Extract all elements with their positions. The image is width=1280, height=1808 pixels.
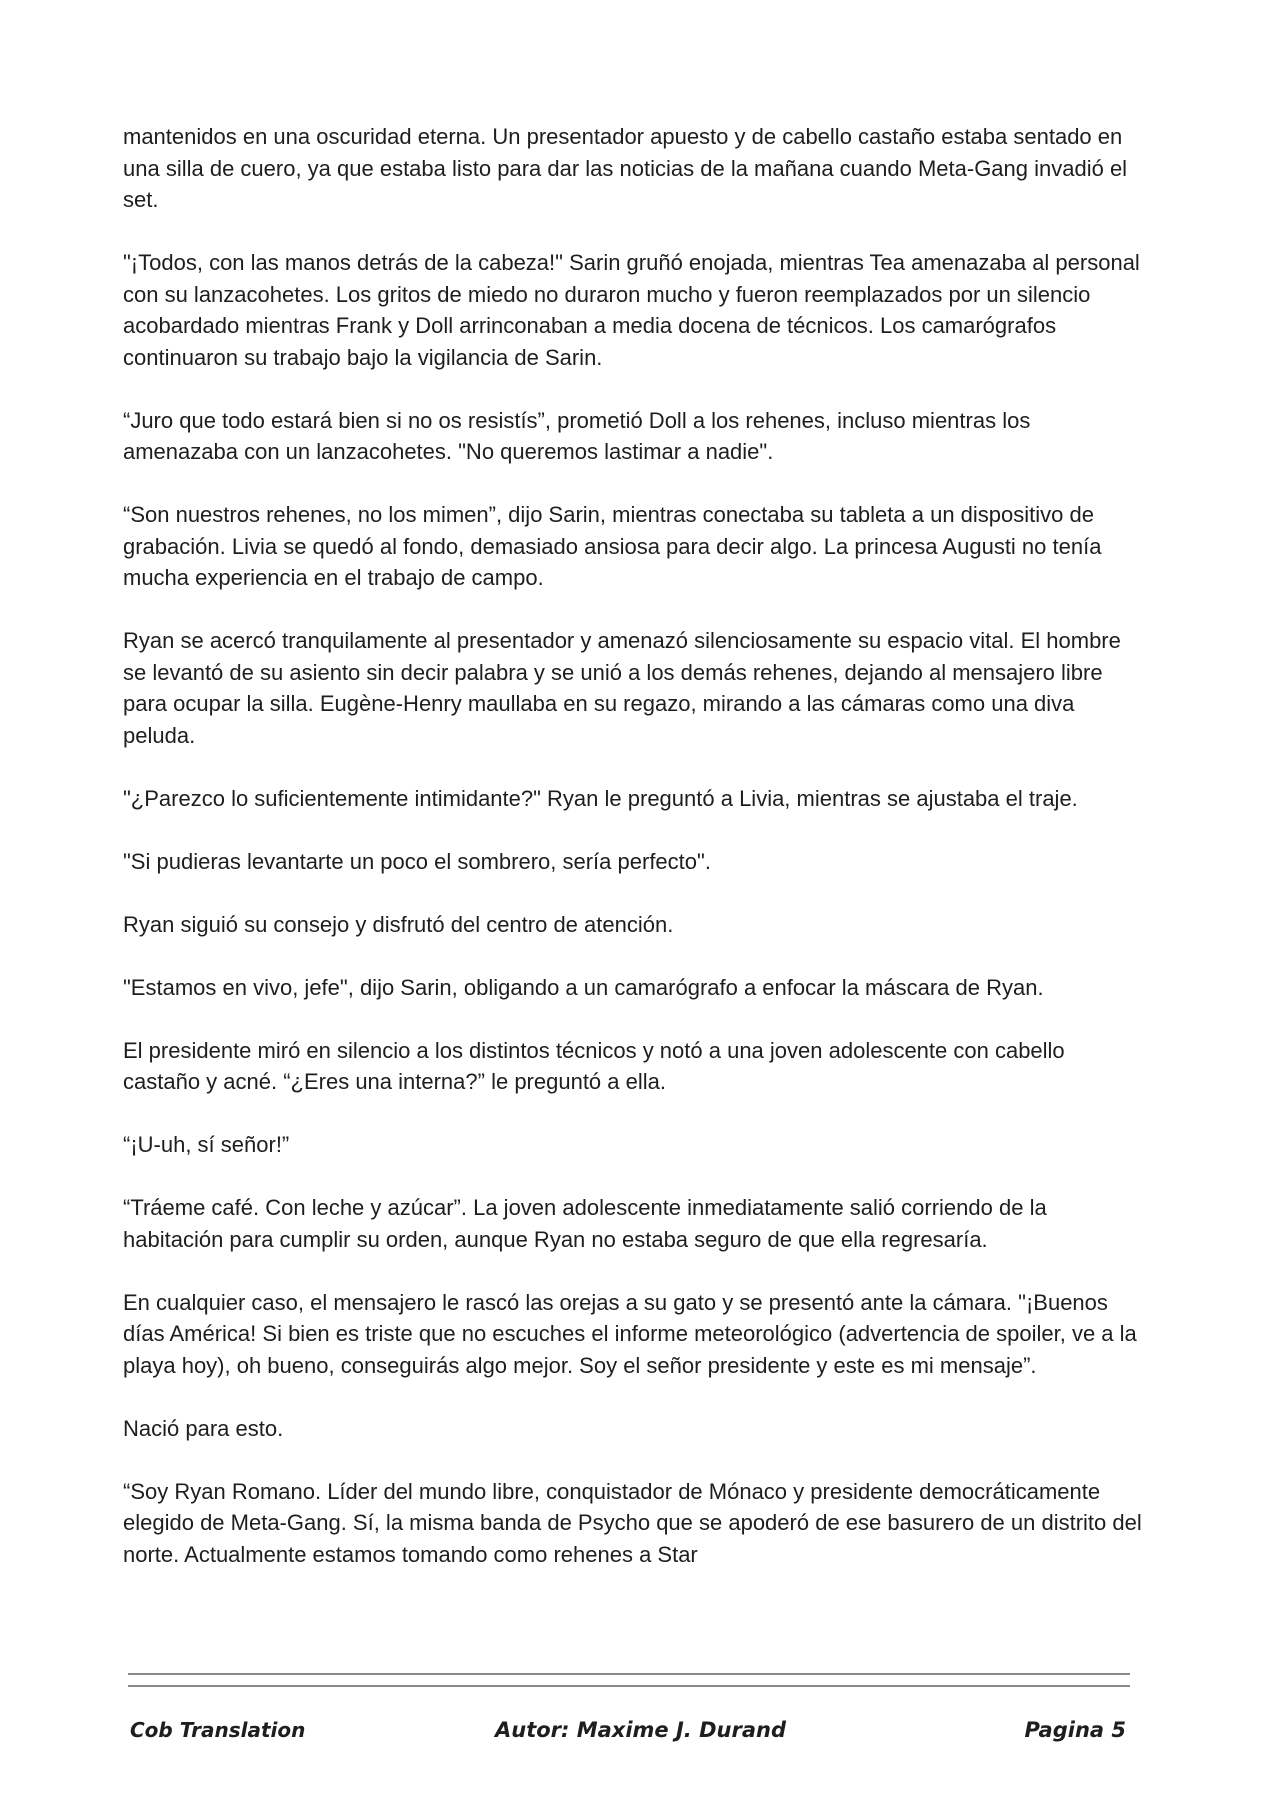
footer-translator: Cob Translation bbox=[130, 1718, 306, 1742]
paragraph-13: En cualquier caso, el mensajero le rascó las orejas a su gato y se presentó ante la cámara. "¡Buenos días América! Si bien es triste que no escuches el informe meteorológico (advertencia de spoiler, ve a la playa hoy), oh bueno, conseguirás algo mejor. Soy el señor presidente y este es mi mensaje”. bbox=[123, 1289, 1137, 1378]
paragraph-12: “Tráeme café. Con leche y azúcar”. La joven adolescente inmediatamente salió corriendo de la habitación para cumplir su orden, aunque Ryan no estaba seguro de que ella regresaría. bbox=[123, 1195, 1047, 1252]
paragraph-2: "¡Todos, con las manos detrás de la cabeza!" Sarin gruñó enojada, mientras Tea amenazaba al personal con su lanzacohetes. Los gritos de miedo no duraron mucho y fueron reemplazados por un silencio acobardado mientras Frank y Doll arrinconaban a media docena de técnicos. Los camarógrafos continuaron su trabajo bajo la vigilancia de Sarin. bbox=[123, 250, 1140, 370]
paragraph-1: mantenidos en una oscuridad eterna. Un presentador apuesto y de cabello castaño estaba sentado en una silla de cuero, ya que estaba listo para dar las noticias de la mañana cuando Meta-Gang invadió el set. bbox=[123, 124, 1128, 212]
paragraph-9: "Estamos en vivo, jefe", dijo Sarin, obligando a un camarógrafo a enfocar la máscara de Ryan. bbox=[123, 974, 1044, 1000]
paragraph-3: “Juro que todo estará bien si no os resistís”, prometió Doll a los rehenes, incluso mientras los amenazaba con un lanzacohetes. "No queremos lastimar a nadie". bbox=[123, 407, 1031, 464]
paragraph-5: Ryan se acercó tranquilamente al presentador y amenazó silenciosamente su espacio vital. El hombre se levantó de su asiento sin decir palabra y se unió a los demás rehenes, dejando al mensajero libre para ocupar la silla. Eugène-Henry maullaba en su regazo, mirando a las cámaras como una diva peluda. bbox=[123, 628, 1121, 748]
paragraph-4: “Son nuestros rehenes, no los mimen”, dijo Sarin, mientras conectaba su tableta a un dispositivo de grabación. Livia se quedó al fondo, demasiado ansiosa para decir algo. La princesa Augusti no tenía mucha experiencia en el trabajo de campo. bbox=[123, 502, 1102, 590]
paragraph-10: El presidente miró en silencio a los distintos técnicos y notó a una joven adolescente con cabello castaño y acné. “¿Eres una interna?” le preguntó a ella. bbox=[123, 1037, 1065, 1094]
body-text bbox=[123, 121, 1143, 1602]
paragraph-6: "¿Parezco lo suficientemente intimidante?" Ryan le preguntó a Livia, mientras se ajustaba el traje. bbox=[123, 785, 1078, 811]
footer-rule-bottom bbox=[128, 1685, 1130, 1687]
footer-rule-top bbox=[128, 1673, 1130, 1675]
paragraph-7: "Si pudieras levantarte un poco el sombrero, sería perfecto". bbox=[123, 848, 711, 874]
paragraph-8: Ryan siguió su consejo y disfrutó del centro de atención. bbox=[123, 911, 674, 937]
footer-author: Autor: Maxime J. Durand bbox=[495, 1718, 786, 1742]
paragraph-15: “Soy Ryan Romano. Líder del mundo libre, conquistador de Mónaco y presidente democráticamente elegido de Meta-Gang. Sí, la misma banda de Psycho que se apoderó de ese basurero de un distrito del norte. Actualmente estamos tomando como rehenes a Star bbox=[123, 1478, 1142, 1567]
paragraph-14: Nació para esto. bbox=[123, 1415, 284, 1441]
paragraph-11: “¡U-uh, sí señor!” bbox=[123, 1132, 290, 1157]
footer-page-number: Pagina 5 bbox=[1024, 1718, 1126, 1742]
